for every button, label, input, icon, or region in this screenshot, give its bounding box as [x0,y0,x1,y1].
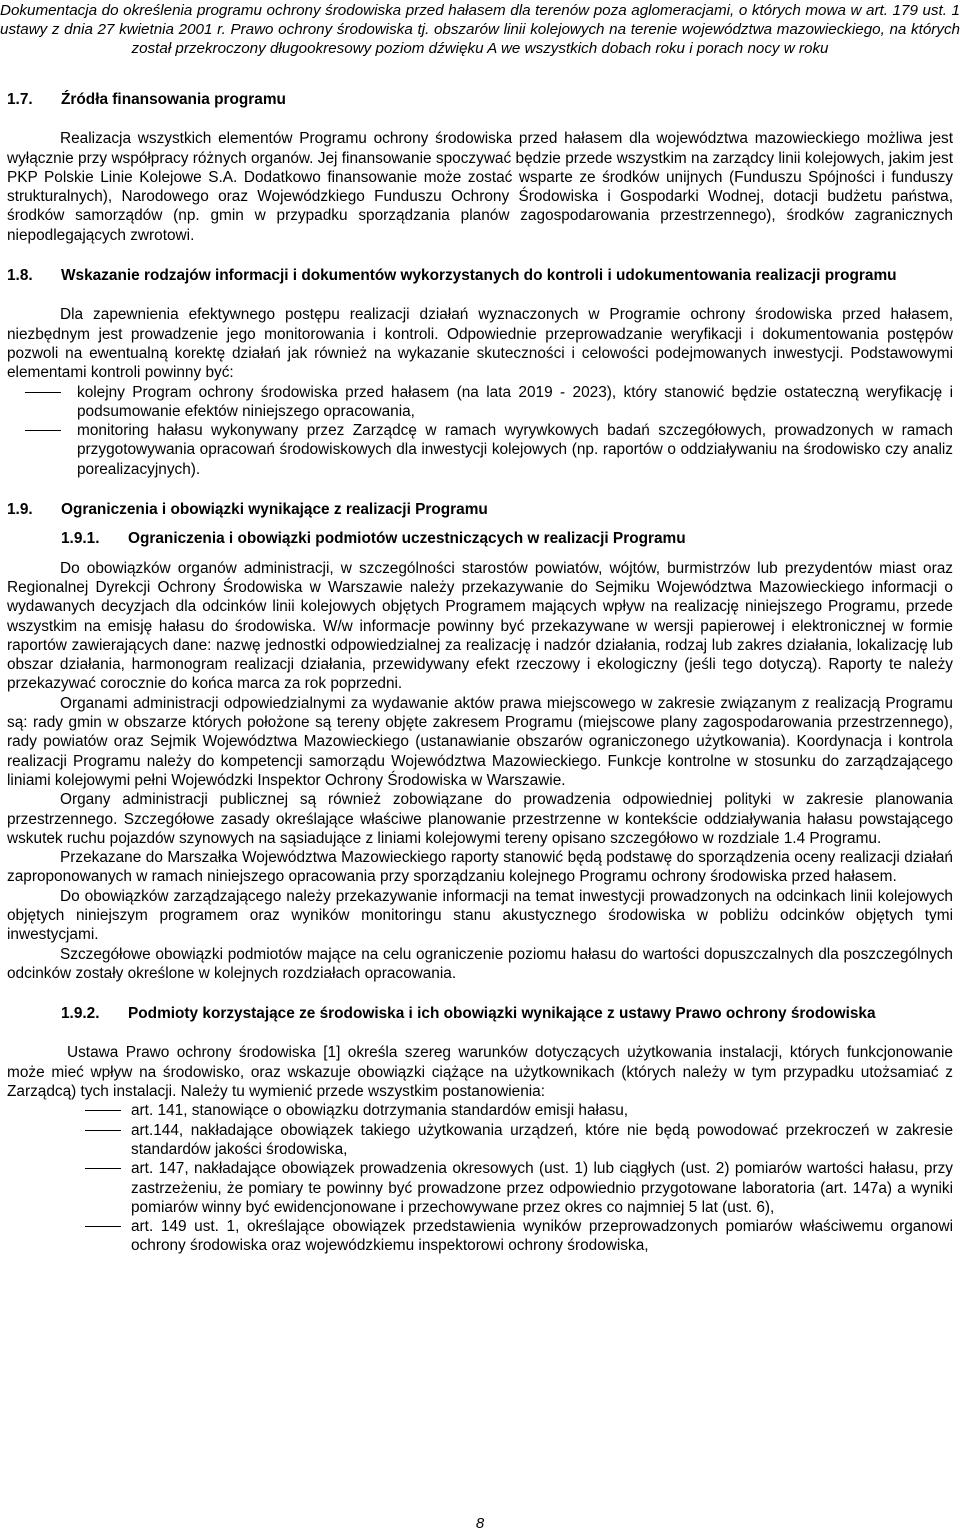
section-title: Ograniczenia i obowiązki podmiotów uczestniczących w realizacji Programu [128,530,686,548]
page-number: 8 [475,1515,485,1532]
section-number: 1.9. [7,501,33,519]
list-item [7,383,953,422]
paragraph: Przekazane do Marszałka Województwa Mazowieckiego raporty stanowić będą podstawę do sporządzenia oceny realizacji działań zaproponowanych w ramach niniejszego opracowania przy sporządzaniu kolejnego Programu ochrony środowiska przed hałasem. [7,849,953,886]
list-item [7,1217,953,1256]
section-title: Wskazanie rodzajów informacji i dokumentów wykorzystanych do kontroli i udokumentowania realizacji programu [61,267,897,285]
paragraph: Organy administracji publicznej są również zobowiązane do prowadzenia odpowiedniej polityki w zakresie planowania przestrzennego. Szczegółowe zasady określające właściwe planowanie przestrzenne w kontekście oddziaływania hałasu powstającego wskutek ruchu pojazdów szynowych na sąsiadujące z liniami kolejowymi tereny opisano szczegółowo w rozdziale 1.4 Programu. [7,791,953,847]
list-item-text: art. 147, nakładające obowiązek prowadzenia okresowych (ust. 1) lub ciągłych (ust. 2) pomiarów wartości hałasu, przy zastrzeżeniu, że pomiary te powinny być prowadzone przez odpowiednio przygotowane laboratoria (art. 147a) a wyniki pomiarów winny być ewidencjonowane i przechowywane przez okres co najmniej 5 lat (ust. 6), [131,1160,953,1216]
subsection-heading-1-9-1 [7,529,953,548]
dash-bullet [25,430,61,431]
list-item [7,421,953,479]
subsection-body [7,559,953,984]
paragraph: Do obowiązków zarządzającego należy przekazywanie informacji na temat inwestycji prowadzonych na odcinkach linii kolejowych objętych niniejszym programem oraz wyników monitoringu stanu akustycznego środowiska w pobliżu odcinków objętych tymi inwestycjami. [7,887,953,944]
running-header: Dokumentacja do określenia programu ochrony środowiska przed hałasem dla terenów poza aglomeracjami, o których mowa w art. 179 ust. 1 ustawy z dnia 27 kwietnia 2001 r. Prawo ochrony środowiska tj. obszarów linii kolejowych na terenie województwa mazowieckiego, na których został przekroczony długookresowy poziom dźwięku A we wszystkich dobach roku i porach nocy w roku [0,2,960,57]
section-heading-1-9 [7,500,953,519]
list-item [7,1159,953,1217]
paragraph: Ustawa Prawo ochrony środowiska [1] określa szereg warunków dotyczących użytkowania instalacji, których funkcjonowanie może mieć wpływ na środowisko, oraz wskazuje obowiązki ciążące na użytkownikach (których należy w tym przypadku utożsamiać z Zarządcą) tych instalacji. Należy tu wymienić przede wszystkim postanowienia: [7,1044,953,1101]
paragraph: Organami administracji odpowiedzialnymi za wydawanie aktów prawa miejscowego w zakresie związanym z realizacją Programu są: rady gmin w obszarze których położone są tereny objęte zakresem Programu (miejscowe plany zagospodarowania przestrzennego), rady powiatów oraz Sejmik Województwa Mazowieckiego (ustanawianie obszarów ograniczonego użytkowania). Koordynacja i kontrola realizacji Programu należy do kompetencji samorządu Województwa Mazowieckiego. Funkcje kontrolne w stosunku do zarządzającego liniami kolejowymi pełni Wojewódzki Inspektor Ochrony Środowiska w Warszawie. [7,694,953,789]
section-number: 1.7. [7,91,33,108]
dash-list [7,383,953,479]
section-title: Podmioty korzystające ze środowiska i ich obowiązki wynikające z ustawy Prawo ochrony środowiska [128,1005,876,1023]
paragraph: Dla zapewnienia efektywnego postępu realizacji działań wyznaczonych w Programie ochrony środowiska przed hałasem, niezbędnym jest prowadzenie jego monitorowania i kontroli. Odpowiednie przeprowadzanie weryfikacji i dokumentowania postępów pozwoli na ewentualną korektę działań jak również na wykazanie skuteczności i celowości podejmowanych inwestycji. Podstawowymi elementami kontroli powinny być: [7,306,953,382]
dash-bullet [85,1226,121,1227]
dash-bullet [85,1110,121,1111]
paragraph: Do obowiązków organów administracji, w szczególności starostów powiatów, wójtów, burmistrzów lub prezydentów miast oraz Regionalnej Dyrekcji Ochrony Środowiska w Warszawie należy przekazywanie do Sejmiku Województwa Mazowieckiego informacji o wydawanych decyzjach dla odcinków linii kolejowych objętych Programem mających wpływ na realizację niniejszego Programu, przede wszystkim na emisję hałasu do środowiska. W/w informacje powinny być przekazywane w wersji papierowej i elektronicznej w formie raportów zawierających dane: nazwę jednostki odpowiedzialnej za realizację i nadzór działania, rodzaj lub zakres działania, lokalizację lub obszar działania, harmonogram realizacji działania, przewidywany efekt rzeczowy i ekologiczny (jeśli tego dotyczą). Raporty te należy przekazywać corocznie do końca marca za rok poprzedni. [7,559,953,693]
list-item [7,1121,953,1160]
list-item-text: art.144, nakładające obowiązek takiego użytkowania urządzeń, które nie będą powodować przekroczeń w zakresie standardów jakości środowiska, [131,1121,953,1158]
section-heading-1-8 [7,266,953,285]
section-heading-1-7 [7,90,953,109]
list-item-text: kolejny Program ochrony środowiska przed hałasem (na lata 2019 - 2023), który stanowić będzie ostateczną weryfikację i podsumowanie efektów niniejszego opracowania, [77,383,953,420]
dash-bullet [85,1130,121,1131]
dash-bullet [85,1168,121,1169]
subsection-heading-1-9-2 [7,1004,953,1023]
section-title: Ograniczenia i obowiązki wynikające z realizacji Programu [61,501,488,519]
paragraph: Realizacja wszystkich elementów Programu ochrony środowiska przed hałasem dla województwa mazowieckiego możliwa jest wyłącznie przy współpracy różnych organów. Jej finansowanie spoczywać będzie przede wszystkim na zarządcy linii kolejowych, jakim jest PKP Polskie Linie Kolejowe S.A. Dodatkowo finansowanie może zostać wsparte ze środków unijnych (Funduszu Spójności i funduszy strukturalnych), Narodowego oraz Wojewódzkiego Funduszu Ochrony Środowiska i Gospodarki Wodnej, dotacji budżetu państwa, środków samorządów (np. gmin w przypadku sporządzania planów zagospodarowania przestrzennego), środków zagranicznych niepodlegających zwrotowi. [7,130,953,244]
page-content [7,90,953,1256]
list-item-text: art. 149 ust. 1, określające obowiązek przedstawienia wyników przeprowadzonych pomiarów właściwemu organowi ochrony środowiska oraz wojewódzkiemu inspektorowi ochrony środowiska, [131,1218,953,1255]
list-item [7,1101,953,1120]
dash-list [7,1101,953,1255]
dash-bullet [25,392,61,393]
section-number: 1.8. [7,267,33,285]
list-item-text: monitoring hałasu wykonywany przez Zarządcę w ramach wyrywkowych badań szczegółowych, prowadzonych w ramach przygotowywania opracowań środowiskowych dla inwestycji kolejowych (np. raportów o oddziaływaniu na środowisko czy analiz porealizacyjnych). [77,422,953,478]
paragraph: Szczegółowe obowiązki podmiotów mające na celu ograniczenie poziomu hałasu do wartości dopuszczalnych dla poszczególnych odcinków zostały określone w kolejnych rozdziałach opracowania. [7,945,953,982]
list-item-text: art. 141, stanowiące o obowiązku dotrzymania standardów emisji hałasu, [131,1102,629,1120]
section-number: 1.9.1. [61,530,100,548]
section-number: 1.9.2. [61,1005,100,1023]
section-title: Źródła finansowania programu [61,91,286,108]
